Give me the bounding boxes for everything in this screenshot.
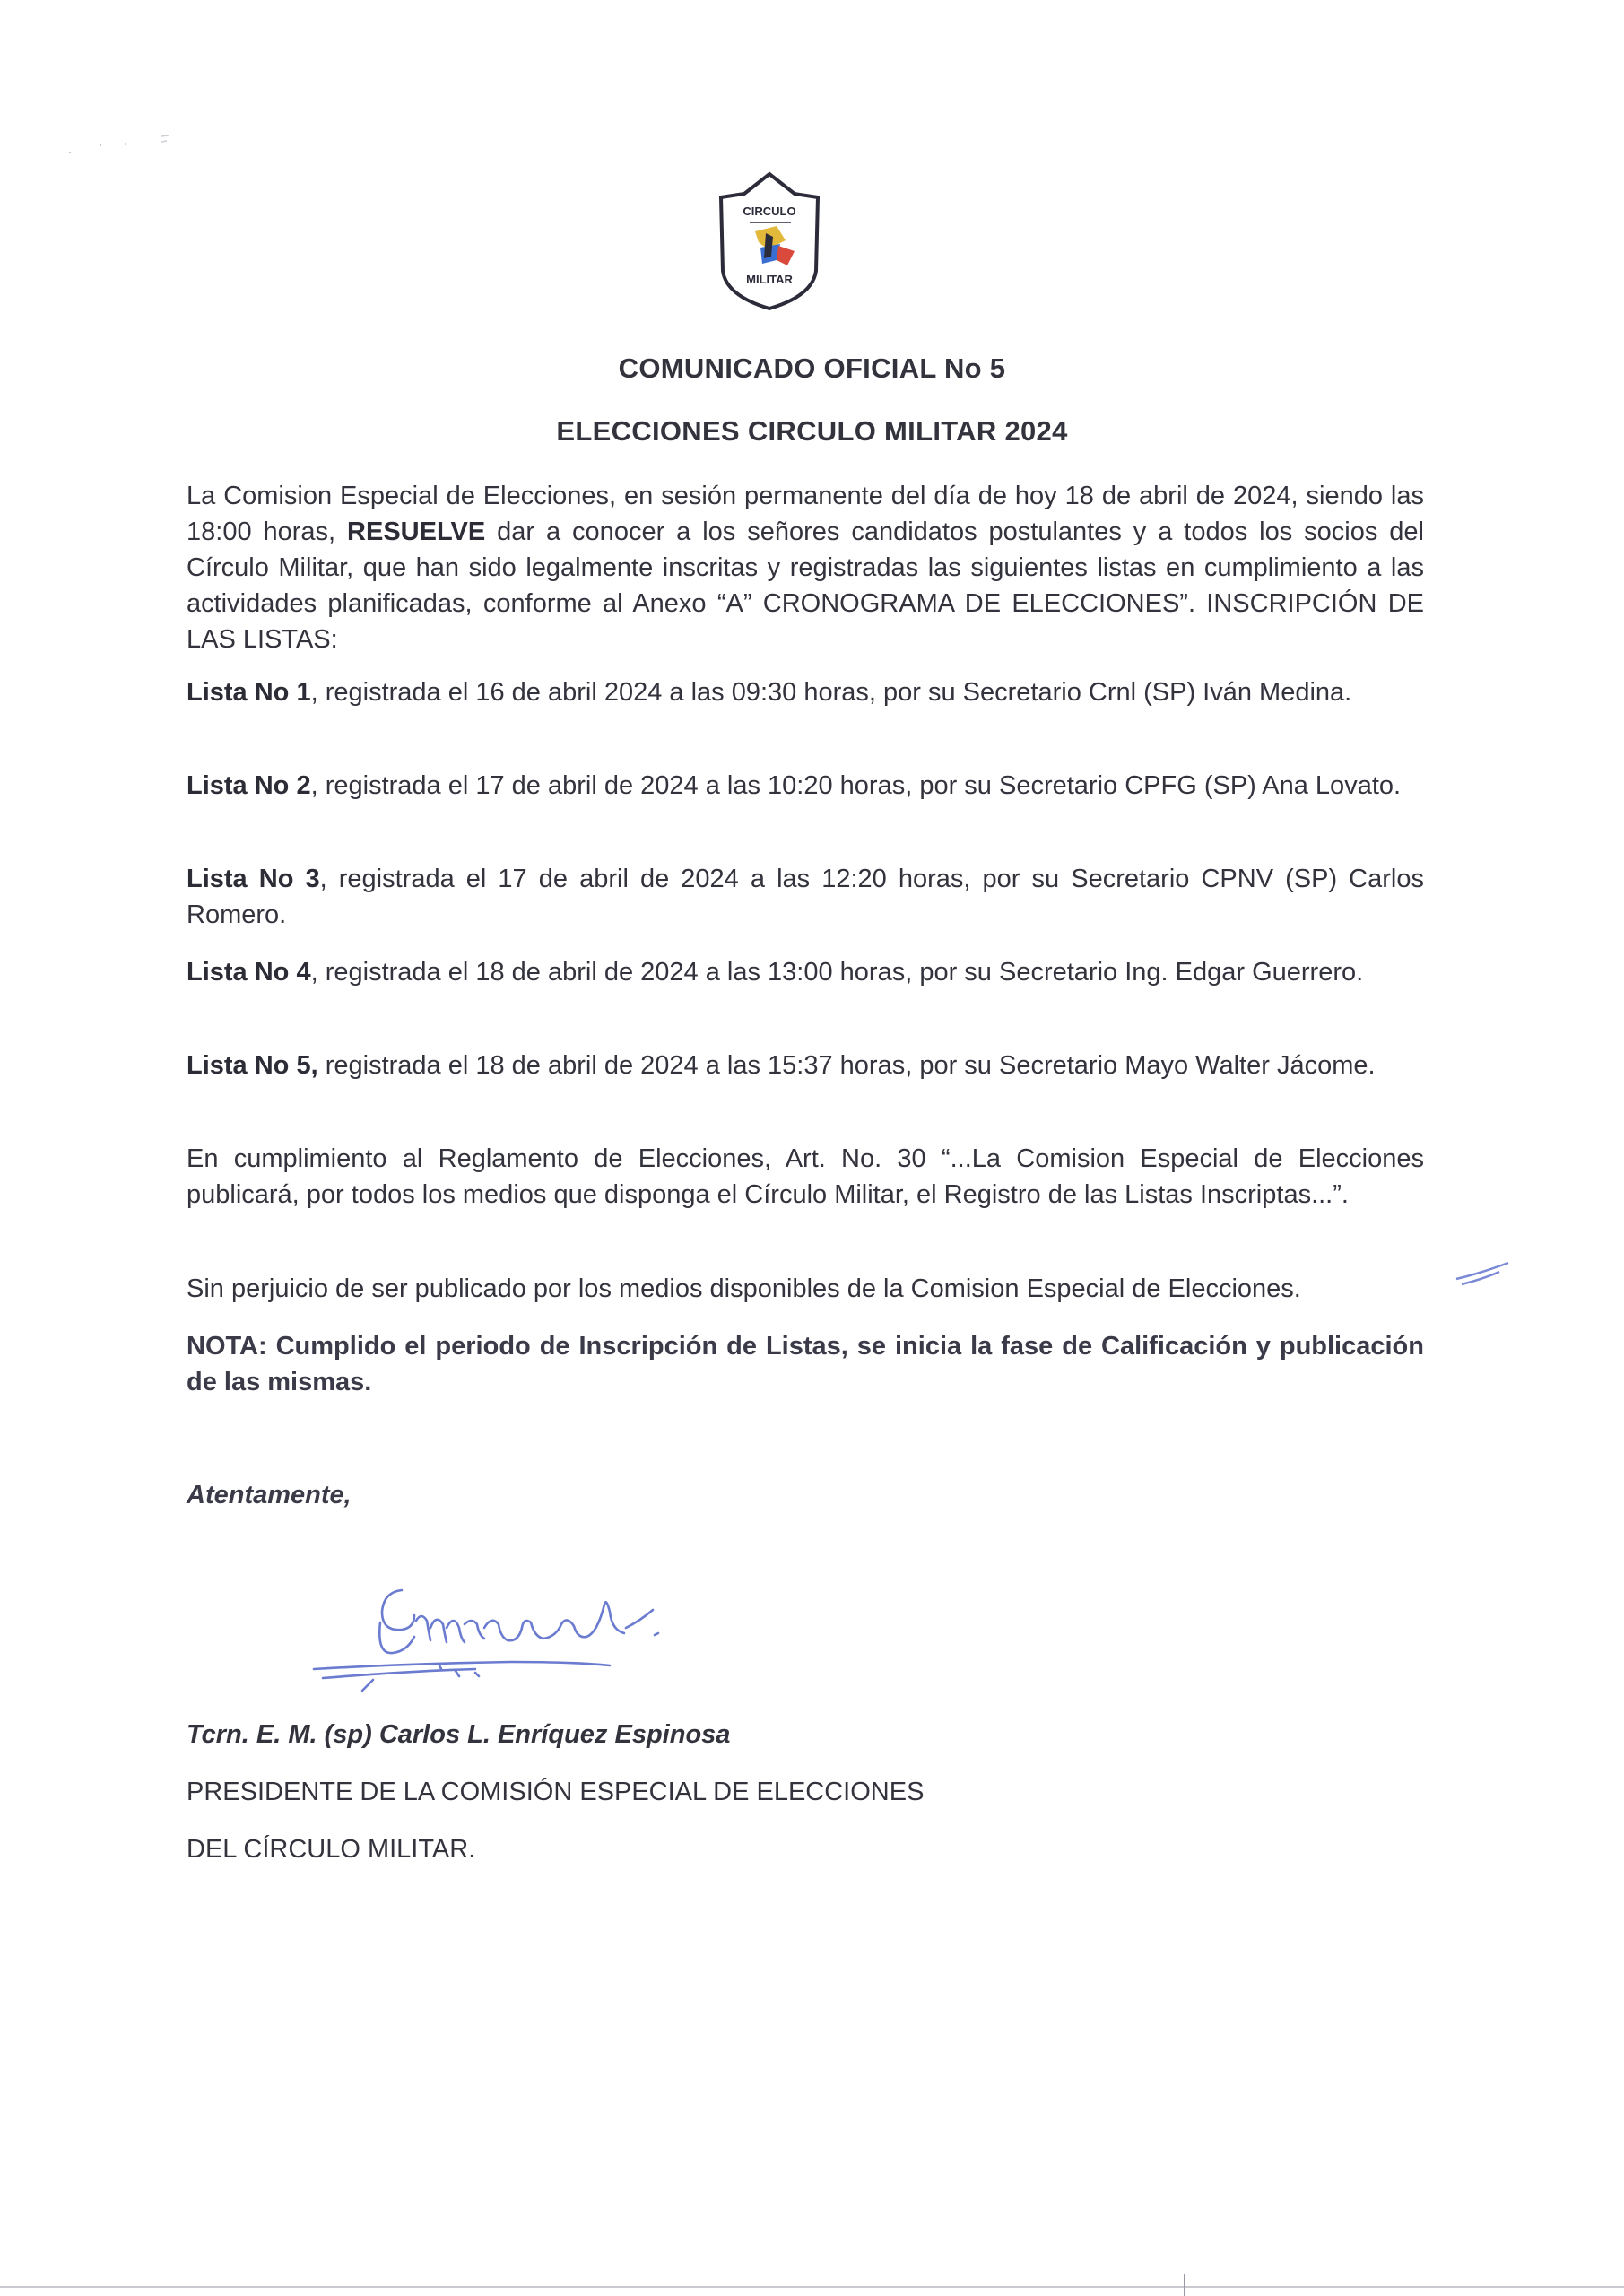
handwritten-signature (296, 1565, 717, 1700)
signer-name: Tcrn. E. M. (sp) Carlos L. Enríquez Espinosa (187, 1720, 731, 1749)
document-title: COMUNICADO OFICIAL No 5 (618, 352, 1006, 384)
list-label: Lista No 2 (187, 771, 311, 800)
list-text: , registrada el 17 de abril de 2024 a las 12:20 horas, por su Secretario CPNV (SP) Carlos Romero. (187, 865, 1424, 929)
nota-paragraph: NOTA: Cumplido el periodo de Inscripción de Listas, se inicia la fase de Calificación y publicación de las mismas. (187, 1332, 1424, 1396)
margin-mark (1453, 1257, 1514, 1288)
list-label: Lista No 1 (187, 678, 311, 707)
list-label: Lista No 3 (187, 865, 320, 893)
signer-role-line-2: DEL CÍRCULO MILITAR. (187, 1835, 476, 1864)
document-subtitle: ELECCIONES CIRCULO MILITAR 2024 (556, 415, 1068, 447)
list-entry-1 (187, 674, 1424, 710)
list-text: registrada el 18 de abril de 2024 a las 15:37 horas, por su Secretario Mayo Walter Jácome. (317, 1051, 1376, 1080)
regulation-paragraph: En cumplimiento al Reglamento de Elecciones, Art. No. 30 “...La Comision Especial de Elecciones publicará, por todos los medios que disponga el Círculo Militar, el Registro de las Listas Inscriptas...”. (187, 1144, 1424, 1209)
logo-bottom-word: MILITAR (746, 273, 793, 286)
intro-text-before: La Comision Especial de Elecciones, en sesión permanente del día de hoy 18 de abril de 2024, siendo las 18:00 horas, (187, 482, 1424, 546)
publication-paragraph: Sin perjuicio de ser publicado por los medios disponibles de la Comision Especial de Elecciones. (187, 1274, 1301, 1303)
list-entry-4 (187, 954, 1424, 990)
intro-text-after: dar a conocer a los señores candidatos postulantes y a todos los socios del Círculo Militar, que han sido legalmente inscritas y registradas las siguientes listas en cumplimiento a las actividades planificadas, conforme al Anexo “A” CRONOGRAMA DE ELECCIONES”. INSCRIPCIÓN DE LAS LISTAS: (187, 517, 1424, 654)
scan-specks (63, 126, 188, 161)
list-text: , registrada el 16 de abril 2024 a las 09:30 horas, por su Secretario Crnl (SP) Iván Medina. (310, 678, 1352, 707)
scan-edge-tick (1184, 2274, 1185, 2296)
list-label: Lista No 5, (187, 1051, 318, 1080)
list-text: , registrada el 18 de abril de 2024 a las 13:00 horas, por su Secretario Ing. Edgar Guerrero. (310, 958, 1364, 987)
scan-edge-line (0, 2286, 1624, 2288)
signer-role-line-1: PRESIDENTE DE LA COMISIÓN ESPECIAL DE ELECCIONES (187, 1778, 925, 1806)
intro-resuelve: RESUELVE (347, 517, 486, 546)
list-entry-3 (187, 861, 1424, 933)
list-text: , registrada el 17 de abril de 2024 a las 10:20 horas, por su Secretario CPFG (SP) Ana Lovato. (310, 771, 1402, 800)
intro-paragraph (187, 478, 1424, 657)
logo-top-word: CIRCULO (743, 204, 796, 218)
emblem-red (777, 246, 795, 265)
list-entry-5 (187, 1048, 1424, 1083)
list-entry-2 (187, 768, 1424, 804)
list-label: Lista No 4 (187, 958, 311, 987)
closing-regards: Atentamente, (187, 1481, 352, 1509)
circulo-militar-logo (714, 170, 825, 312)
